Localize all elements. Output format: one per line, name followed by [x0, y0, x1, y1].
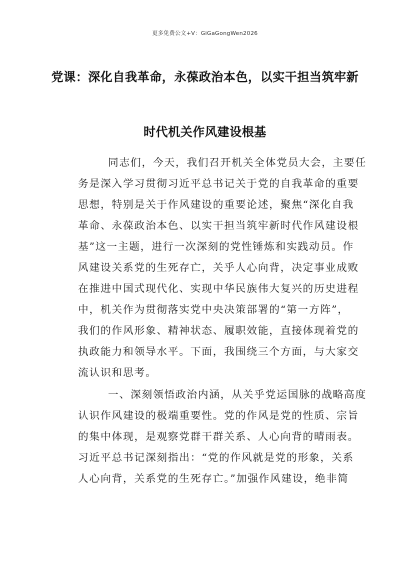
paragraph-line: 同志们，今天，我们召开机关全体党员大会，主要任: [108, 157, 367, 169]
paragraph-line: 中，机关作为贯彻落实党中央决策部署的“第一方阵”，: [78, 304, 349, 316]
paragraph-line: 流认识和思考。: [78, 367, 157, 379]
paragraph-line: 我们的作风形象、精神状态、履职效能，直接体现着党的: [78, 325, 360, 337]
header-note: 更多免费公文+V：GiGaGongWen2026: [152, 31, 258, 37]
paragraph-line: 务是深入学习贯彻习近平总书记关于党的自我革命的重要: [78, 178, 360, 190]
document-title-line-2: 时代机关作风建设根基: [143, 125, 267, 139]
paragraph-line: 在推进中国式现代化、实现中华民族伟大复兴的历史进程: [78, 283, 360, 295]
paragraph-1: [78, 153, 367, 384]
paragraph-2: [78, 385, 367, 490]
paragraph-line: 执政能力和领导水平。下面，我围绕三个方面，与大家交: [78, 346, 360, 358]
paragraph-line: 的集中体现，是观察党群干群关系、人心向背的晴雨表。: [78, 431, 360, 443]
paragraph-line: 一、深刻领悟政治内涵，从关乎党运国脉的战略高度: [108, 389, 367, 401]
paragraph-line: 习近平总书记深刻指出：“党的作风就是党的形象，关系: [78, 452, 354, 464]
paragraph-line: 基”这一主题，进行一次深刻的党性锤炼和实践动员。作: [78, 241, 354, 253]
paragraph-line: 人心向背，关系党的生死存亡。”加强作风建设，绝非简: [78, 473, 349, 485]
paragraph-line: 革命、永葆政治本色、以实干担当筑牢新时代作风建设根: [78, 220, 360, 232]
paragraph-line: 认识作风建设的极端重要性。党的作风是党的性质、宗旨: [78, 410, 360, 422]
paragraph-line: 风建设关系党的生死存亡，关乎人心向背，决定事业成败: [78, 262, 360, 274]
document-title-line-1: 党课：深化自我革命，永葆政治本色，以实干担当筑牢新: [51, 70, 359, 84]
paragraph-line: 思想，特别是关于作风建设的重要论述，聚焦“深化自我: [78, 199, 354, 211]
